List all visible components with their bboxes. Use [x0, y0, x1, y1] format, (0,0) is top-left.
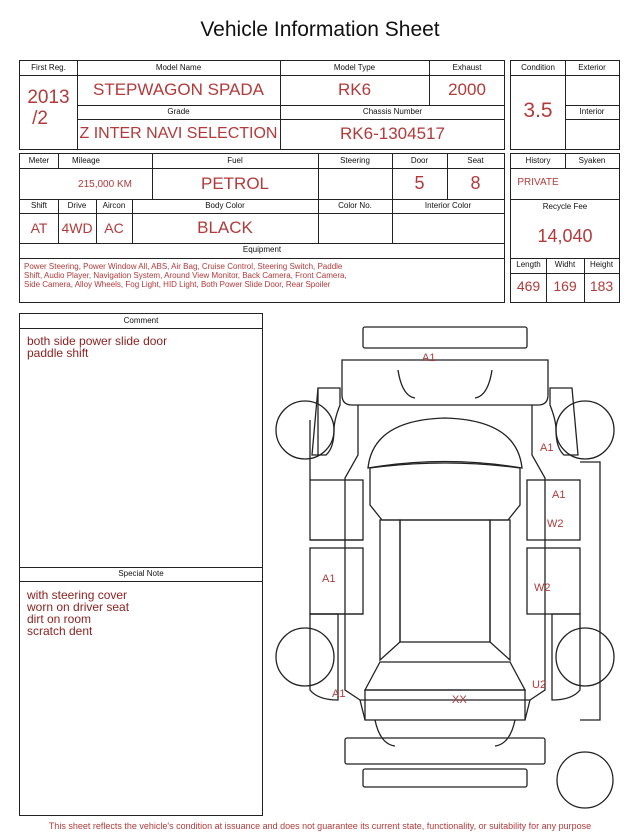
rear-right-wheel: [556, 628, 614, 686]
drive-label: Drive: [67, 201, 87, 210]
grade-value: Z INTER NAVI SELECTION: [79, 125, 278, 142]
model-name-value: STEPWAGON SPADA: [93, 80, 264, 99]
right-rear-door: [527, 548, 580, 614]
length-value: 469: [516, 278, 541, 294]
body-color-label: Body Color: [205, 201, 245, 210]
spec-table: [19, 153, 505, 303]
special-note-line: scratch dent: [27, 624, 93, 638]
aircon-label: Aircon: [102, 201, 126, 210]
front-right-wheel: [556, 401, 614, 459]
fuel-label: Fuel: [227, 156, 243, 165]
special-note-line: with steering cover: [27, 588, 128, 602]
first-reg-month: /2: [32, 108, 48, 129]
front-left-wheel: [276, 401, 334, 459]
comment-label: Comment: [123, 316, 159, 325]
special-note-list: [27, 589, 257, 637]
equipment-label: Equipment: [242, 245, 282, 254]
exhaust-label: Exhaust: [452, 63, 482, 72]
condition-label: Condition: [521, 63, 555, 72]
mileage-value: 215,000 KM: [78, 179, 132, 190]
left-door-split: [310, 540, 363, 614]
sheet-title: Vehicle Information Sheet: [200, 18, 440, 41]
comment-line: both side power slide door: [27, 334, 168, 348]
history-label: History: [525, 156, 551, 165]
front-left-fender: [312, 388, 340, 455]
width-value: 169: [553, 278, 577, 294]
width-label: Widht: [554, 260, 576, 269]
damage-mark-front-right-fender: A1: [540, 442, 554, 454]
body-outline: [345, 405, 545, 700]
history-value: PRIVATE: [517, 177, 559, 188]
comment-box: [19, 313, 263, 816]
damage-mark-left-rear: A1: [332, 688, 346, 700]
color-no-label: Color No.: [338, 201, 372, 210]
roof-panel: [400, 520, 490, 642]
special-note-line: worn on driver seat: [27, 600, 130, 614]
model-type-label: Model Type: [333, 63, 376, 72]
shift-value: AT: [30, 220, 48, 236]
door-label: Door: [410, 156, 429, 165]
front-bumper: [363, 327, 527, 348]
aircon-value: AC: [104, 220, 124, 236]
tailgate-panel: [365, 690, 525, 720]
front-right-fender: [550, 388, 578, 455]
disclaimer-footer: This sheet reflects the vehicle's condition at issuance and does not guarantee its current state, functionality, or suitability for any purpose: [48, 821, 592, 831]
taillight-outline: [375, 720, 515, 746]
equipment-value: Power Steering, Power Window All, ABS, Air Bag, Cruise Control, Steering Switch, Paddle Shift, Audio Player, Navigation System, Around View Monitor, Back Camera, Front Camera, Side Camera, Alloy Wheels, Fog Light, HID Light, Both Power Slide Door, Rear Spoiler: [24, 262, 347, 289]
meter-label: Meter: [28, 156, 50, 165]
comment-list: [27, 335, 257, 359]
rear-bumper: [345, 738, 545, 764]
windshield: [368, 418, 522, 468]
vehicle-damage-diagram: [268, 318, 628, 815]
shift-label: Shift: [30, 201, 47, 210]
chassis-value: RK6-1304517: [340, 124, 445, 143]
damage-mark-right-rear-door: W2: [534, 582, 551, 594]
first-reg-label: First Reg.: [31, 63, 66, 72]
damage-mark-right-front-door-2: W2: [547, 518, 564, 530]
recycle-fee-value: 14,040: [537, 226, 593, 246]
drive-value: 4WD: [61, 220, 93, 236]
rear-window: [365, 662, 525, 690]
damage-mark-hood: A1: [422, 352, 436, 364]
special-note-line: dirt on room: [27, 612, 92, 626]
damage-mark-left-side: A1: [322, 573, 336, 585]
headlight-outline: [398, 370, 492, 398]
body-color-value: BLACK: [197, 218, 253, 237]
damage-mark-rear: XX: [452, 694, 467, 706]
interior-color-label: Interior Color: [424, 201, 472, 210]
recycle-fee-label: Recycle Fee: [542, 202, 588, 211]
exhaust-value: 2000: [448, 80, 486, 99]
left-rear-door: [310, 548, 363, 614]
damage-mark-right-rear: U2: [532, 679, 547, 691]
rear-left-wheel: [276, 628, 334, 686]
comment-line: paddle shift: [27, 346, 89, 360]
model-type-value: RK6: [337, 80, 372, 99]
seat-value: 8: [470, 173, 481, 193]
model-name-label: Model Name: [155, 63, 202, 72]
special-note-label: Special Note: [118, 569, 164, 578]
spare-wheel: [557, 752, 613, 808]
hood-panel: [342, 360, 548, 405]
exterior-label: Exterior: [578, 63, 606, 72]
tailgate-edge: [360, 700, 530, 720]
grade-label: Grade: [167, 107, 190, 116]
seat-label: Seat: [467, 156, 484, 165]
syaken-label: Syaken: [578, 156, 606, 165]
mileage-label: Mileage: [71, 156, 100, 165]
steering-label: Steering: [340, 156, 370, 165]
fuel-value: PETROL: [200, 174, 270, 193]
door-value: 5: [414, 173, 425, 193]
chassis-label: Chassis Number: [362, 107, 423, 116]
damage-mark-right-front-door: A1: [552, 489, 566, 501]
dash-panel: [370, 463, 520, 520]
right-side-strip: [580, 462, 600, 720]
rear-step: [363, 769, 527, 787]
length-label: Length: [516, 260, 541, 269]
pillar-panels: [380, 520, 510, 660]
condition-table: [510, 60, 620, 150]
height-label: Height: [589, 260, 614, 269]
condition-value: 3.5: [523, 99, 553, 122]
registration-table: [19, 60, 505, 150]
interior-label: Interior: [579, 107, 605, 116]
height-value: 183: [589, 278, 614, 294]
history-table: [510, 153, 620, 303]
left-front-door: [310, 480, 363, 540]
first-reg-year: 2013: [27, 87, 70, 108]
